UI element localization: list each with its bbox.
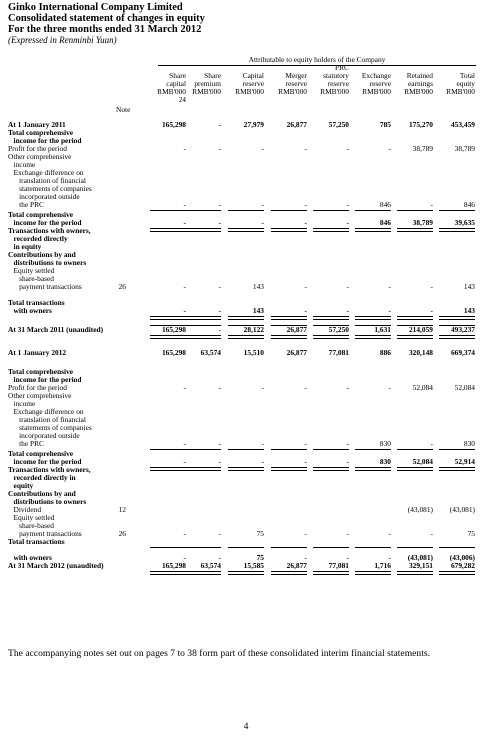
row-label: statements of companies <box>8 184 92 193</box>
row-label: At 31 March 2012 (unaudited) <box>8 561 104 570</box>
row-label: with owners <box>8 553 52 562</box>
double-underline <box>228 335 264 339</box>
column-header-line <box>265 96 307 104</box>
table-cell: - <box>388 553 391 562</box>
table-cell: - <box>388 144 391 153</box>
table-cell: - <box>388 306 391 315</box>
table-cell: 846 <box>379 218 391 227</box>
note-column-header: Note <box>116 105 131 114</box>
table-cell: - <box>183 457 186 466</box>
row-label: Exchange difference on <box>8 168 84 177</box>
table-cell: - <box>346 282 349 291</box>
double-underline <box>150 316 186 320</box>
table-row <box>0 227 492 235</box>
column-header-line: PRC <box>335 63 349 72</box>
row-label: income for the period <box>8 136 82 145</box>
table-cell: 165,298 <box>161 325 186 334</box>
table-row <box>0 530 492 538</box>
column-header-line: RMB'000 <box>320 87 349 96</box>
table-cell: - <box>261 457 264 466</box>
row-label: Equity settled <box>8 513 55 522</box>
company-name: Ginko International Company Limited <box>8 2 183 13</box>
table-cell: - <box>183 282 186 291</box>
table-cell: 679,282 <box>450 561 475 570</box>
table-cell: 143 <box>252 282 264 291</box>
table-cell: 329,151 <box>408 561 433 570</box>
table-cell: - <box>183 383 186 392</box>
table-cell: - <box>218 553 221 562</box>
row-label: Contributions by and <box>8 250 76 259</box>
table-cell: - <box>304 457 307 466</box>
table-cell: - <box>346 306 349 315</box>
column-header-line: RMB'000 <box>404 87 433 96</box>
table-row <box>0 474 492 482</box>
column-header-line: earnings <box>407 79 433 88</box>
column-header <box>349 64 391 104</box>
table-cell: - <box>346 200 349 209</box>
row-label: At 1 January 2011 <box>8 120 66 129</box>
table-cell: - <box>218 457 221 466</box>
single-underline <box>355 547 391 548</box>
table-cell: 493,237 <box>450 325 475 334</box>
column-header-line <box>391 96 433 104</box>
column-header-line: Exchange <box>361 71 391 80</box>
total-topline <box>313 325 349 326</box>
row-label: Total comprehensive <box>8 367 74 376</box>
column-header <box>391 64 433 104</box>
table-cell: 175,270 <box>408 120 433 129</box>
column-header-line: RMB'000 <box>157 87 186 96</box>
table-cell: 320,148 <box>408 348 433 357</box>
table-cell: 38,789 <box>412 144 433 153</box>
table-row <box>0 514 492 522</box>
statement-period: For the three months ended 31 March 2012 <box>8 24 202 35</box>
column-header-line: Share <box>204 71 221 80</box>
total-topline <box>439 325 475 326</box>
table-cell: 63,574 <box>200 561 221 570</box>
double-underline <box>185 571 221 575</box>
table-cell: 143 <box>463 306 475 315</box>
double-underline <box>355 316 391 320</box>
table-cell: 830 <box>379 457 391 466</box>
table-cell: - <box>183 306 186 315</box>
table-cell: 1,631 <box>374 325 391 334</box>
row-label: Other comprehensive <box>8 152 72 161</box>
table-cell: - <box>261 383 264 392</box>
double-underline <box>313 571 349 575</box>
table-cell: (43,006) <box>449 553 475 562</box>
table-cell: - <box>183 439 186 448</box>
table-cell: 453,459 <box>450 120 475 129</box>
table-cell: - <box>346 457 349 466</box>
table-cell: - <box>304 553 307 562</box>
table-row <box>0 538 492 546</box>
table-row <box>0 145 492 153</box>
row-label: share-based <box>8 521 54 530</box>
table-cell: 38,789 <box>412 218 433 227</box>
total-topline <box>271 325 307 326</box>
column-header-line <box>179 96 221 104</box>
table-cell: - <box>261 218 264 227</box>
double-underline <box>439 316 475 320</box>
table-cell: - <box>304 306 307 315</box>
table-cell: 669,374 <box>450 348 475 357</box>
double-underline <box>271 335 307 339</box>
column-header-line: RMB'000 <box>235 87 264 96</box>
table-cell: 886 <box>379 348 391 357</box>
row-label: distributions to owners <box>8 497 87 506</box>
column-header-line: RMB'000 <box>362 87 391 96</box>
table-cell: 26,877 <box>286 325 307 334</box>
table-cell: - <box>218 439 221 448</box>
table-row <box>0 193 492 201</box>
table-row <box>0 384 492 392</box>
single-underline <box>228 547 264 548</box>
table-cell: - <box>183 553 186 562</box>
table-cell: - <box>304 439 307 448</box>
row-label: income for the period <box>8 375 82 384</box>
row-label: Exchange difference on <box>8 407 84 416</box>
row-label: income <box>8 160 36 169</box>
total-topline <box>228 325 264 326</box>
row-label: statements of companies <box>8 423 92 432</box>
column-header <box>222 64 264 104</box>
double-underline <box>150 335 186 339</box>
row-label: the PRC <box>8 439 44 448</box>
double-underline <box>397 316 433 320</box>
column-header-line <box>222 96 264 104</box>
table-cell: (43,081) <box>407 553 433 562</box>
row-note: 12 <box>118 505 126 514</box>
statement-title: Consolidated statement of changes in equity <box>8 13 205 24</box>
table-cell: 143 <box>252 306 264 315</box>
table-cell: 830 <box>463 439 475 448</box>
table-cell: - <box>304 144 307 153</box>
column-header <box>433 64 475 104</box>
double-underline <box>355 335 391 339</box>
table-cell: - <box>183 144 186 153</box>
row-label: At 1 January 2012 <box>8 348 67 357</box>
table-cell: 57,250 <box>328 120 349 129</box>
row-label: Other comprehensive <box>8 391 72 400</box>
total-topline <box>355 325 391 326</box>
table-cell: - <box>218 200 221 209</box>
table-row <box>0 562 492 570</box>
table-cell: - <box>218 282 221 291</box>
table-cell: - <box>430 282 433 291</box>
row-note: 26 <box>118 529 126 538</box>
row-label: At 31 March 2011 (unaudited) <box>8 325 104 334</box>
column-header-line: Retained <box>406 71 433 80</box>
table-row <box>0 440 492 448</box>
table-cell: 75 <box>256 553 264 562</box>
table-cell: 77,081 <box>328 561 349 570</box>
row-label: recorded directly <box>8 234 68 243</box>
table-cell: - <box>430 200 433 209</box>
table-cell: - <box>388 529 391 538</box>
table-cell: 15,585 <box>243 561 264 570</box>
footer-note: The accompanying notes set out on pages 7 to 38 form part of these consolidated interim financial statements. <box>8 648 431 659</box>
double-underline <box>271 316 307 320</box>
table-cell: 26,877 <box>286 120 307 129</box>
column-header-line <box>433 96 475 104</box>
table-cell: 39,635 <box>454 218 475 227</box>
attributable-header: Attributable to equity holders of the Company <box>248 55 386 64</box>
double-underline <box>185 316 221 320</box>
double-underline <box>439 571 475 575</box>
table-cell: - <box>218 218 221 227</box>
row-label: income for the period <box>8 218 82 227</box>
table-row <box>0 267 492 275</box>
column-header-line: capital <box>166 79 186 88</box>
table-cell: - <box>218 325 221 334</box>
table-cell: - <box>346 529 349 538</box>
row-label: income for the period <box>8 457 82 466</box>
row-label: incorporated outside <box>8 192 80 201</box>
row-label: in equity <box>8 242 42 251</box>
table-row <box>0 121 492 129</box>
row-label: Total comprehensive <box>8 210 74 219</box>
table-cell: 38,789 <box>454 144 475 153</box>
table-cell: - <box>304 529 307 538</box>
table-row <box>0 307 492 315</box>
table-cell: 27,979 <box>243 120 264 129</box>
row-label: Total transactions <box>8 537 65 546</box>
table-cell: - <box>346 218 349 227</box>
table-cell: - <box>218 120 221 129</box>
table-row <box>0 326 492 334</box>
single-underline <box>313 547 349 548</box>
table-cell: (43,081) <box>407 505 433 514</box>
column-header-line: Capital <box>242 71 264 80</box>
row-label: Total comprehensive <box>8 449 74 458</box>
page-number: 4 <box>243 721 249 732</box>
double-underline <box>150 571 186 575</box>
table-cell: - <box>218 529 221 538</box>
column-header <box>179 64 221 104</box>
table-row <box>0 235 492 243</box>
table-cell: - <box>346 439 349 448</box>
double-underline <box>271 571 307 575</box>
row-label: Profit for the period <box>8 144 67 153</box>
single-underline <box>397 547 433 548</box>
table-cell: 63,574 <box>200 348 221 357</box>
table-cell: - <box>304 218 307 227</box>
column-header-line: reserve <box>285 79 307 88</box>
table-cell: 52,084 <box>412 457 433 466</box>
column-header-line: reserve <box>369 79 391 88</box>
column-header-line: equity <box>456 79 475 88</box>
row-label: the PRC <box>8 200 44 209</box>
double-underline <box>313 316 349 320</box>
double-underline <box>228 571 264 575</box>
row-label: Total transactions <box>8 298 65 307</box>
table-row <box>0 283 492 291</box>
column-header-line <box>307 96 349 104</box>
double-underline <box>397 335 433 339</box>
table-cell: - <box>304 282 307 291</box>
table-row <box>0 259 492 267</box>
table-cell: - <box>218 306 221 315</box>
row-label: Profit for the period <box>8 383 67 392</box>
table-cell: 26,877 <box>286 561 307 570</box>
table-cell: 846 <box>379 200 391 209</box>
total-topline <box>185 325 221 326</box>
currency-note: (Expressed in Renminbi Yuan) <box>8 35 117 45</box>
table-cell: 830 <box>379 439 391 448</box>
table-row <box>0 299 492 307</box>
table-cell: - <box>218 383 221 392</box>
table-cell: - <box>304 383 307 392</box>
double-underline <box>397 571 433 575</box>
table-cell: - <box>430 529 433 538</box>
row-label: Transactions with owners, <box>8 465 91 474</box>
table-cell: 1,716 <box>374 561 391 570</box>
column-header-line: statutory <box>323 71 349 80</box>
table-cell: 165,298 <box>161 120 186 129</box>
row-label: Contributions by and <box>8 489 76 498</box>
row-label: Transactions with owners, <box>8 226 91 235</box>
row-label: Dividend <box>8 505 42 514</box>
column-header-line: premium <box>194 79 221 88</box>
row-label: incorporated outside <box>8 431 80 440</box>
table-cell: (43,081) <box>449 505 475 514</box>
column-header-line: Merger <box>285 71 307 80</box>
row-note: 26 <box>118 282 126 291</box>
table-cell: - <box>183 218 186 227</box>
table-cell: 75 <box>467 529 475 538</box>
table-cell: 143 <box>463 282 475 291</box>
single-underline <box>150 547 186 548</box>
table-cell: 52,084 <box>454 383 475 392</box>
column-header <box>265 64 307 104</box>
table-cell: - <box>346 553 349 562</box>
table-cell: 785 <box>379 120 391 129</box>
table-cell: 52,084 <box>412 383 433 392</box>
table-cell: - <box>261 439 264 448</box>
column-header-line <box>349 96 391 104</box>
table-cell: - <box>346 144 349 153</box>
table-cell: - <box>261 200 264 209</box>
table-cell: 846 <box>463 200 475 209</box>
table-cell: 28,122 <box>243 325 264 334</box>
table-row <box>0 201 492 209</box>
column-header-line: RMB'000 <box>278 87 307 96</box>
table-cell: 57,250 <box>328 325 349 334</box>
single-underline <box>271 547 307 548</box>
row-label: payment transactions <box>8 282 82 291</box>
row-label: recorded directly in <box>8 473 76 482</box>
row-label: payment transactions <box>8 529 82 538</box>
column-header-line: 24 <box>178 95 186 104</box>
total-topline <box>150 325 186 326</box>
single-underline <box>439 547 475 548</box>
double-underline <box>228 316 264 320</box>
double-underline <box>439 335 475 339</box>
row-label: share-based <box>8 274 54 283</box>
double-underline <box>355 571 391 575</box>
table-cell: - <box>261 144 264 153</box>
column-header-line: Share <box>169 71 186 80</box>
row-label: translation of financial <box>8 415 86 424</box>
table-cell: - <box>183 200 186 209</box>
table-row <box>0 153 492 161</box>
column-header <box>307 64 349 104</box>
table-row <box>0 506 492 514</box>
table-cell: - <box>218 144 221 153</box>
column-header-line: RMB'000 <box>446 87 475 96</box>
table-row <box>0 349 492 357</box>
total-topline <box>397 325 433 326</box>
table-row <box>0 392 492 400</box>
table-cell: 214,059 <box>408 325 433 334</box>
single-underline <box>185 547 221 548</box>
row-label: translation of financial <box>8 176 86 185</box>
table-cell: 52,914 <box>454 457 475 466</box>
column-header-line: reserve <box>327 79 349 88</box>
double-underline <box>185 335 221 339</box>
table-cell: 165,298 <box>161 561 186 570</box>
double-underline <box>313 335 349 339</box>
table-cell: - <box>183 529 186 538</box>
table-cell: - <box>304 200 307 209</box>
table-cell: 165,298 <box>161 348 186 357</box>
column-header-line: RMB'000 <box>192 87 221 96</box>
row-label: income <box>8 399 36 408</box>
row-label: distributions to owners <box>8 258 87 267</box>
column-header-line: Total <box>459 71 475 80</box>
row-label: Total comprehensive <box>8 128 74 137</box>
table-cell: 26,877 <box>286 348 307 357</box>
table-cell: - <box>430 306 433 315</box>
table-cell: - <box>388 282 391 291</box>
table-cell: - <box>388 383 391 392</box>
table-row <box>0 432 492 440</box>
table-cell: - <box>430 439 433 448</box>
table-cell: 77,081 <box>328 348 349 357</box>
table-cell: 75 <box>256 529 264 538</box>
table-cell: - <box>346 383 349 392</box>
row-label: equity <box>8 481 34 490</box>
row-label: Equity settled <box>8 266 55 275</box>
row-label: with owners <box>8 306 52 315</box>
table-cell: 15,510 <box>243 348 264 357</box>
column-header-line: reserve <box>242 79 264 88</box>
